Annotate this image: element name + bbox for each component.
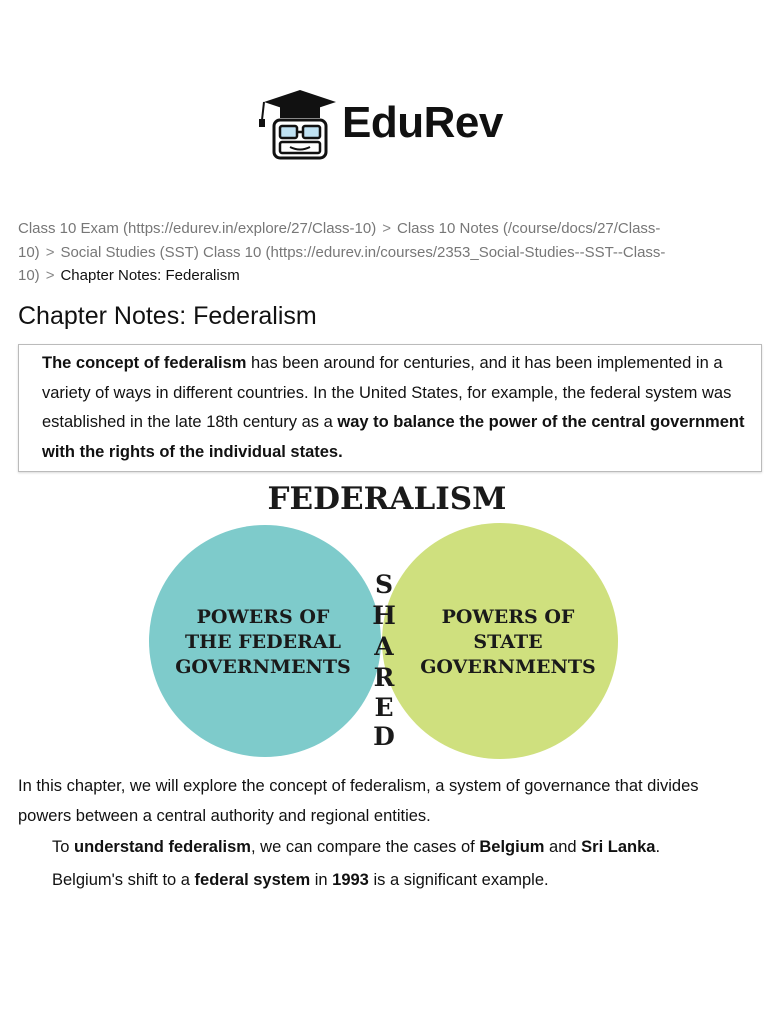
text: in	[310, 871, 333, 889]
page-title: Chapter Notes: Federalism	[18, 302, 317, 330]
breadcrumb-separator: >	[45, 267, 55, 284]
text: .	[655, 838, 661, 856]
intro-callout	[18, 344, 762, 472]
callout-bold-lead: The concept of federalism	[42, 354, 247, 372]
bold-term: understand federalism	[74, 838, 251, 856]
federal-label-line: GOVERNMENTS	[175, 656, 351, 678]
bold-term: Belgium	[479, 838, 545, 856]
breadcrumb-item-class-10-exam[interactable]: Class 10 Exam (https://edurev.in/explore/27/Class-10)	[18, 220, 377, 237]
callout-text: has been around for centuries, and it has been implemented in a variety of ways in different countries. In the United States, for example, the federal system was established in the late 18th century as a	[42, 354, 732, 431]
shared-letter: D	[373, 722, 395, 751]
breadcrumb-item-social-studies[interactable]: Social Studies (SST) Class 10 (https://edurev.in/courses/2353_Social-Studies--SST--Class-10)	[18, 243, 666, 284]
federalism-venn-diagram	[140, 478, 630, 774]
text: is a significant example.	[368, 871, 549, 889]
text: To	[52, 838, 75, 856]
shared-letter: H	[372, 601, 396, 630]
edurev-logo[interactable]	[240, 70, 532, 174]
diagram-title: FEDERALISM	[267, 481, 507, 517]
bold-term: federal system	[194, 871, 311, 889]
state-label-line: GOVERNMENTS	[420, 656, 596, 678]
compare-cases-line	[52, 832, 660, 862]
federal-label-line: POWERS OF	[196, 606, 330, 628]
shared-letter: A	[374, 632, 394, 661]
bold-term: 1993	[332, 871, 369, 889]
breadcrumb-separator: >	[382, 220, 391, 237]
text: Belgium's shift to a	[52, 871, 195, 889]
shared-letter: S	[374, 570, 394, 599]
shared-letter: R	[373, 663, 395, 692]
breadcrumb-current: Chapter Notes: Federalism	[60, 267, 240, 284]
text: and	[544, 838, 582, 856]
breadcrumb-item-class-10-notes[interactable]: Class 10 Notes (/course/docs/27/Class-10)	[18, 220, 661, 261]
text: , we can compare the cases of	[250, 838, 480, 856]
intro-paragraph: In this chapter, we will explore the concept of federalism, a system of governance that divides powers between a central authority and regional entities.	[18, 777, 699, 825]
shared-letter: E	[374, 693, 394, 722]
state-label-line: STATE	[473, 631, 543, 653]
state-label-line: POWERS OF	[441, 606, 575, 628]
graduation-cap-mascot-icon	[254, 82, 346, 174]
federal-label-line: THE FEDERAL	[184, 631, 342, 653]
belgium-example-line	[52, 865, 549, 895]
bold-term: Sri Lanka	[581, 838, 656, 856]
breadcrumb	[18, 217, 718, 288]
breadcrumb-separator: >	[45, 243, 55, 261]
callout-bold-conclusion: way to balance the power of the central government with the rights of the individual states.	[42, 413, 745, 461]
logo-wordmark: EduRev	[342, 98, 503, 147]
